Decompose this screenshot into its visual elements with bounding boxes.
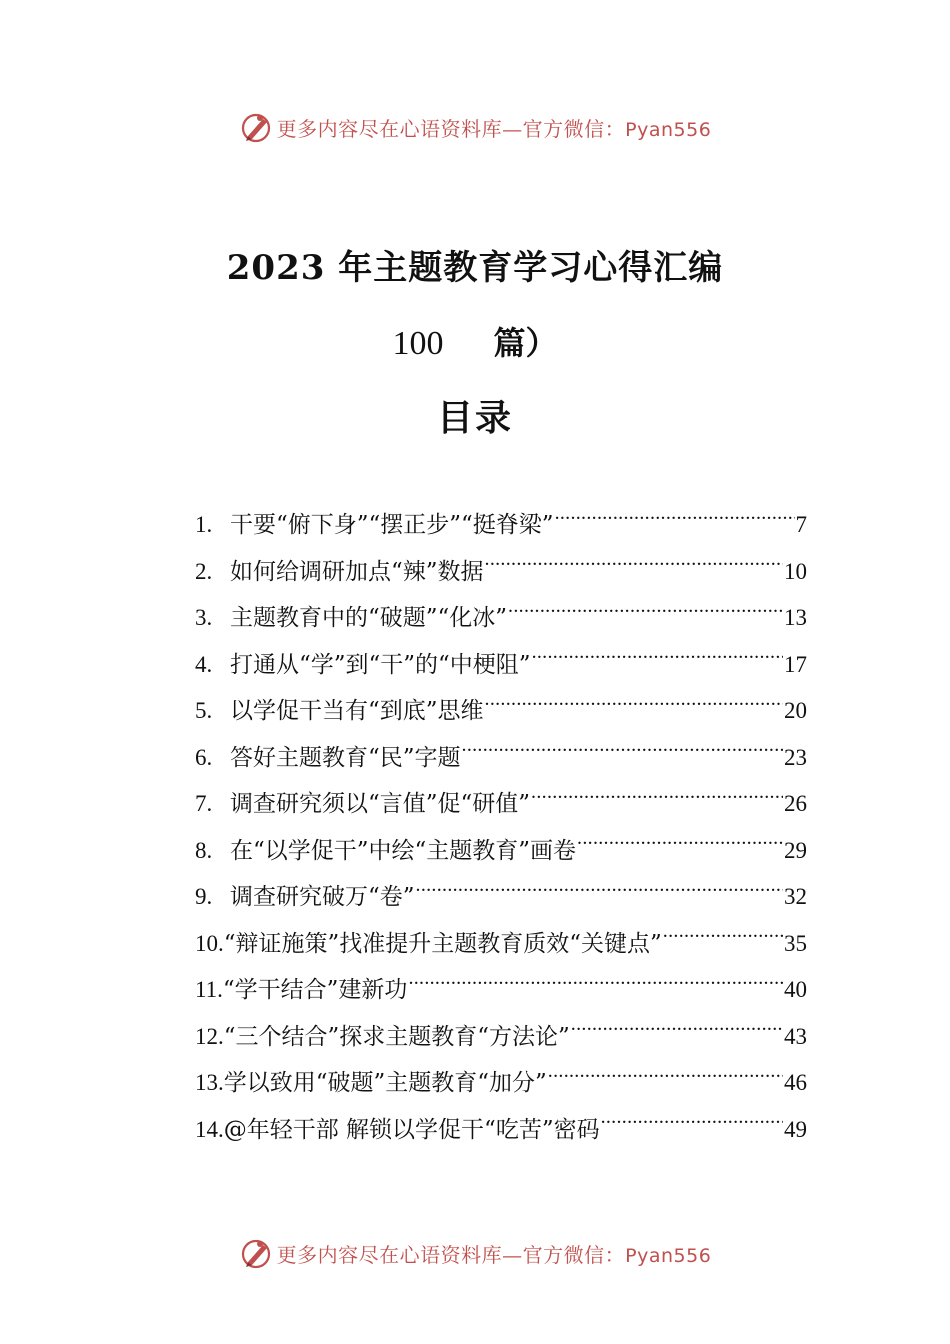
- toc-entry-number: 8.: [195, 837, 213, 863]
- toc-entry-title: 在“以学促干”中绘“主题教育”画卷: [230, 837, 577, 864]
- toc-entry-title: 如何给调研加点“辣”数据: [230, 558, 484, 585]
- toc-entry-page: 26: [784, 791, 807, 816]
- toc-entry[interactable]: [195, 1014, 807, 1061]
- toc-entry-page: 13: [784, 605, 807, 630]
- toc-heading: 目录: [436, 397, 513, 439]
- toc-entry-title: @年轻干部 解锁以学促干“吃苦”密码: [223, 1116, 600, 1143]
- toc-entry[interactable]: [195, 921, 807, 968]
- document-subtitle: [0, 318, 950, 364]
- toc-entry-title: “三个结合”探求主题教育“方法论”: [223, 1023, 570, 1050]
- toc-entry[interactable]: [195, 735, 807, 782]
- toc-leader-dots: [577, 835, 783, 858]
- toc-leader-dots: [531, 788, 783, 811]
- toc-entry-number: 5.: [195, 698, 213, 723]
- toc-entry-page: 43: [784, 1023, 807, 1049]
- watermark-footer: [0, 1233, 950, 1273]
- toc-leader-dots: [532, 649, 783, 672]
- toc-leader-dots: [416, 881, 783, 904]
- toc-entry[interactable]: [195, 595, 807, 642]
- toc-entry-number: 10.: [195, 930, 224, 956]
- article-count: 100: [392, 325, 444, 362]
- toc-entry-title: “辩证施策”找准提升主题教育质效“关键点”: [223, 930, 662, 957]
- toc-entry-number: 2.: [195, 558, 213, 584]
- watermark-id: Pyan556: [625, 1244, 712, 1267]
- toc-leader-dots: [462, 742, 783, 765]
- watermark-id: Pyan556: [625, 118, 712, 141]
- toc-leader-dots: [485, 695, 783, 718]
- toc-entry-title: 答好主题教育“民”字题: [230, 744, 461, 771]
- toc-entry-number: 13.: [195, 1070, 224, 1095]
- toc-entry[interactable]: [195, 874, 807, 921]
- toc-entry-title: 打通从“学”到“干”的“中梗阻”: [230, 651, 531, 678]
- toc-entry-title: 调查研究破万“卷”: [230, 884, 415, 910]
- toc-leader-dots: [408, 974, 783, 997]
- toc-entry-page: 7: [795, 512, 807, 537]
- toc-entry-number: 4.: [195, 651, 213, 677]
- toc-entry-page: 40: [784, 977, 807, 1002]
- watermark-text: 更多内容尽在心语资料库—官方微信：Pyan556: [276, 116, 712, 141]
- toc-entry-title: 调查研究须以“言值”促“研值”: [230, 791, 531, 817]
- toc-entry-page: 23: [784, 744, 807, 770]
- toc-leader-dots: [508, 602, 783, 625]
- toc-entry[interactable]: [195, 502, 807, 549]
- toc-entry-number: 6.: [195, 744, 213, 770]
- toc-entry[interactable]: [195, 549, 807, 596]
- table-of-contents: [195, 502, 807, 1153]
- toc-leader-dots: [555, 509, 795, 532]
- toc-entry-page: 10: [784, 558, 807, 584]
- toc-entry-page: 20: [784, 698, 807, 723]
- toc-entry[interactable]: [195, 1107, 807, 1154]
- toc-entry-number: 1.: [195, 512, 213, 537]
- pen-logo-icon: [239, 1236, 273, 1270]
- toc-leader-dots: [548, 1067, 783, 1090]
- toc-entry[interactable]: [195, 1060, 807, 1107]
- toc-leader-dots: [485, 556, 783, 579]
- toc-leader-dots: [663, 928, 783, 951]
- toc-leader-dots: [571, 1021, 783, 1044]
- pen-logo-icon: [239, 110, 273, 144]
- toc-entry-page: 46: [784, 1070, 807, 1095]
- toc-entry-number: 7.: [195, 791, 213, 816]
- toc-entry-number: 14.: [195, 1116, 224, 1142]
- toc-entry[interactable]: [195, 781, 807, 828]
- toc-entry-page: 17: [784, 651, 807, 677]
- toc-entry[interactable]: [195, 967, 807, 1014]
- toc-entry-page: 35: [784, 930, 807, 956]
- toc-entry-number: 3.: [195, 605, 213, 630]
- watermark-text: 更多内容尽在心语资料库—官方微信：Pyan556: [276, 1242, 712, 1267]
- toc-entry-number: 12.: [195, 1023, 224, 1049]
- toc-entry-page: 29: [784, 837, 807, 863]
- toc-entry[interactable]: [195, 688, 807, 735]
- toc-entry-number: 11.: [195, 977, 223, 1002]
- toc-entry[interactable]: [195, 642, 807, 689]
- toc-entry-title: 学以致用“破题”主题教育“加分”: [223, 1070, 547, 1096]
- toc-entry[interactable]: [195, 828, 807, 875]
- toc-leader-dots: [601, 1114, 783, 1137]
- toc-entry-title: 干要“俯下身”“摆正步”“挺脊梁”: [230, 512, 554, 538]
- subtitle-suffix: 篇）: [493, 324, 558, 362]
- watermark-header: [0, 107, 950, 147]
- toc-entry-title: “学干结合”建新功: [222, 977, 408, 1003]
- toc-entry-title: 以学促干当有“到底”思维: [230, 698, 484, 724]
- toc-entry-title: 主题教育中的“破题”“化冰”: [230, 605, 508, 631]
- toc-entry-page: 32: [784, 884, 807, 909]
- toc-entry-number: 9.: [195, 884, 213, 909]
- document-title: 2023 年主题教育学习心得汇编: [226, 248, 724, 288]
- toc-entry-page: 49: [784, 1116, 807, 1142]
